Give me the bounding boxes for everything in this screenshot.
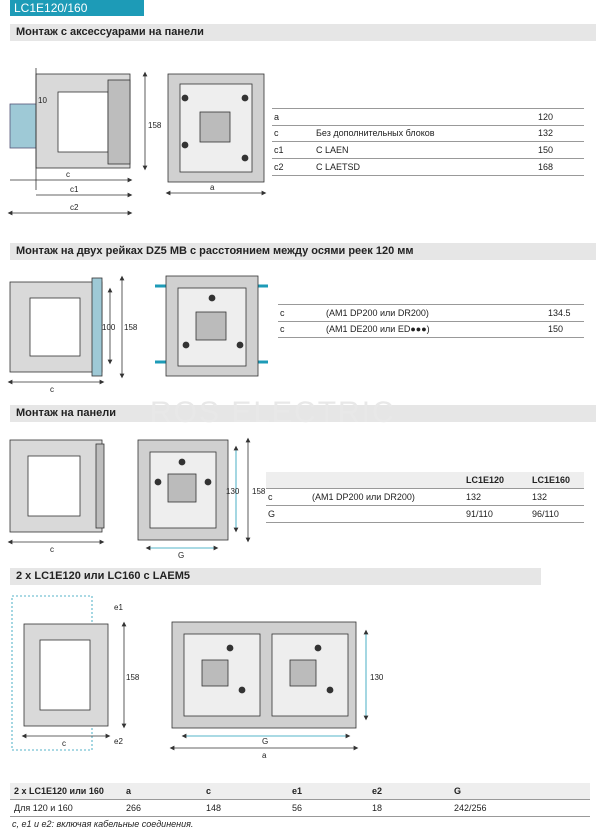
dim-130: 130 bbox=[226, 487, 240, 496]
table-header: LC1E120 LC1E160 bbox=[266, 472, 584, 489]
dim-10: 10 bbox=[38, 96, 47, 105]
table-row: c (AM1 DP200 или DR200) 134.5 bbox=[278, 304, 584, 322]
dim-100: 100 bbox=[102, 323, 116, 332]
dim-a-double: a bbox=[262, 751, 267, 760]
table-header: 2 x LC1E120 или 160 a c e1 e2 G bbox=[10, 783, 590, 800]
table-row: c2 C LAETSD 168 bbox=[272, 159, 584, 176]
dim-c-panel: c bbox=[50, 545, 54, 554]
dim-130-double: 130 bbox=[370, 673, 384, 682]
dim-158-rails: 158 bbox=[124, 323, 138, 332]
section-title-2: Монтаж на двух рейках DZ5 MB с расстоянием между осями реек 120 мм bbox=[10, 243, 596, 260]
dim-c1: c1 bbox=[70, 185, 79, 194]
dim-158-panel: 158 bbox=[252, 487, 266, 496]
dim-158: 158 bbox=[148, 121, 162, 130]
dim-c2: c2 bbox=[70, 203, 79, 212]
watermark: ROS ELECTRIC bbox=[150, 396, 396, 429]
table-row: c (AM1 DE200 или ED●●●) 150 bbox=[278, 321, 584, 338]
table-row: c (AM1 DP200 или DR200) 132 132 bbox=[266, 489, 584, 506]
front-view-double bbox=[172, 622, 366, 748]
dim-158-double: 158 bbox=[126, 673, 140, 682]
table-row: c1 C LAEN 150 bbox=[272, 142, 584, 159]
page-title: LC1E120/160 bbox=[10, 0, 144, 16]
table-row: c Без дополнительных блоков 132 bbox=[272, 125, 584, 142]
section-title-1: Монтаж с аксессуарами на панели bbox=[10, 24, 596, 41]
dim-e2: e2 bbox=[114, 737, 123, 746]
section-title-3: Монтаж на панели bbox=[10, 405, 596, 422]
side-view-double bbox=[12, 596, 124, 750]
footnote: c, e1 и e2: включая кабельные соединения. bbox=[12, 819, 194, 829]
dim-a: a bbox=[210, 183, 215, 192]
dim-c-double: c bbox=[62, 739, 66, 748]
dim-G-double: G bbox=[262, 737, 269, 746]
table-row: G 91/110 96/110 bbox=[266, 506, 584, 523]
table-row: Для 120 и 160 266 148 56 18 242/256 bbox=[10, 800, 590, 817]
dim-G: G bbox=[178, 551, 185, 560]
section-title-4: 2 x LC1E120 или LC160 с LAEM5 bbox=[10, 568, 541, 585]
table-row: a 120 bbox=[272, 108, 584, 126]
front-view-rails bbox=[155, 276, 268, 376]
side-view-panel bbox=[10, 440, 104, 542]
front-view-accessories bbox=[168, 74, 264, 193]
dim-e1: e1 bbox=[114, 603, 123, 612]
dim-c-rails: c bbox=[50, 385, 54, 394]
dim-c: c bbox=[66, 170, 70, 179]
